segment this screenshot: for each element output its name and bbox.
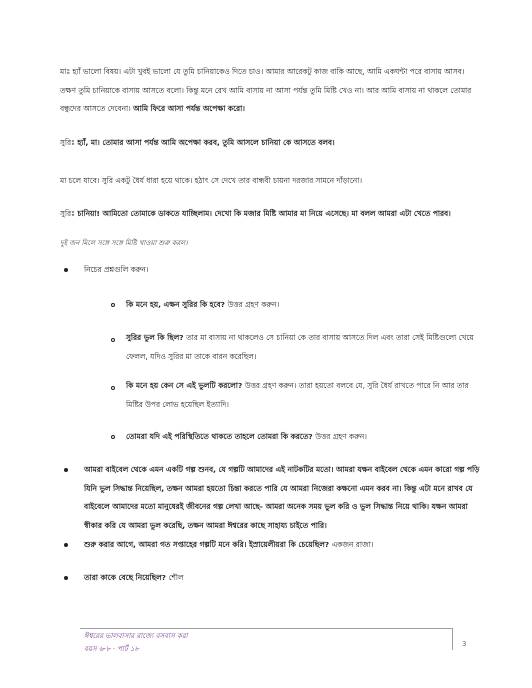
page-number: 3 xyxy=(462,640,467,648)
footer-rule xyxy=(80,628,452,629)
list-item-bible-story: আমরা বাইবেল থেকে এমন একটি গল্প শুনব, যে গল্পটি আমাদের এই নাটকটির মতো। আমরা যক্ষন বাইবেল থেকে এমন কারো গল্প পড়ি যিনি ভুল সিদ্ধান্ত নিয়েছিল, তক্ষন আমরা হয়তো চিন্তা করতে পারি যে আমরা নিজেরা কক্ষনো এমন করব না। কিন্তু এটা মনে রাখব যে বাইবেলে আমাদের মতো মানুষেরই জীবনের গল্প লেখা আছে- আমরা অনেক সময় ভুল করি ও ভুল সিদ্ধান্ত নিয়ে থাকি। যক্ষন আমরা স্বীকার করি যে আমরা ভুল করেছি, তক্ষন আমরা ঈশ্বরের কাছে সাহায্য চাইতে পারি। xyxy=(84,465,480,530)
paragraph-narration: মা চলে যাবে। সুরি একটু ধৈর্য ধারা হয়ে থাকে। হঠাৎ সে দেখে তার বান্ধবী চায়না দরজার সামনে দাঁড়ানো। xyxy=(60,176,362,185)
paragraph-stage-note: দুই জন মিলে সঙ্গে সঙ্গে মিষ্টি খাওয়া শুরু করল। xyxy=(60,239,188,247)
bullet-icon xyxy=(64,543,68,547)
hollow-bullet-icon xyxy=(111,386,115,390)
question-2: সুরির ভুল কি ছিল? তার মা বাসায় না থাকলেও সে চানিয়া কে তার বাসায় আসতে দিল এবং তারা সেই মিষ্টিগুলো খেয়ে ফেলল, যদিও সুরির মা তাকে বারন করেছিল। xyxy=(126,333,474,361)
list-item-whom-sent: তারা কাকে বেছে নিয়েছিল? শৌল xyxy=(84,573,184,582)
list-item-before-start: শুরু করার আগে, আমরা গত সপ্তাহের গল্পটি মনে করি। ইস্রায়েলীয়রা কি চেয়েছিল? একজন রাজা। xyxy=(84,540,374,549)
paragraph-suri-chandniya: সুরিঃ চানিয়া! আমিতো তোমাকে ডাকতে যাচ্ছিলাম। দেখো কি মজার মিষ্টি আমার মা নিয়ে এসেছে। মা বলল আমরা এটা খেতে পারব। xyxy=(60,209,451,218)
paragraph-suri-reply: সুরিঃ হ্যাঁ, মা। তোমার আসা পর্যন্ত আমি অপেক্ষা করব, তুমি আসলে চানিয়া কে আসতে বলব। xyxy=(60,138,335,147)
hollow-bullet-icon xyxy=(111,338,115,342)
bullet-icon xyxy=(64,468,68,472)
hollow-bullet-icon xyxy=(111,435,115,439)
footer-divider xyxy=(452,628,453,650)
question-4: তোমরা যদি এই পরিস্থিতিতে থাকতে তাহলে তোমরা কি করতে? উত্তর গ্রহণ করুন। xyxy=(126,432,367,441)
paragraph-mother-dialogue: মাঃ হ্যাঁ ভালো বিষয়। এটা খুবই ভালো যে তুমি চানিয়াকেও দিতে চাও। আমার আরেকটু কাজ বাকি আছে, আমি একঘন্টা পরে বাসায় আসব। তক্ষণ তুমি চানিয়াকে বাসায় আসতে বলো। কিন্তু মনে রেখ আমি বাসায় না আসা পর্যন্ত তুমি মিষ্টি খেও না। আর আমি বাসায় না থাকলে তোমার বন্ধুদের আসতে দেবেনা। আমি ফিরে আসা পর্যন্ত অপেক্ষা করো। xyxy=(60,67,472,113)
bullet-icon xyxy=(64,268,68,272)
hollow-bullet-icon xyxy=(111,303,115,307)
list-item-answer-questions: নিচের প্রশ্নগুলি করুন। xyxy=(84,265,149,274)
question-3: কি মনে হয় কেন সে এই ভুলটি করলো? উত্তর গ্রহণ করুন। তারা হয়তো বলবে যে, সুরি ধৈর্য রাখতে পারে নি আর তার মিষ্টির উপর লোভ হয়েছিল ইত্যাদি। xyxy=(126,381,469,409)
footer-age-part: বয়স ৬-৮ · পার্ট ১৮ xyxy=(84,645,140,653)
bullet-icon xyxy=(64,576,68,580)
question-1: কি মনে হয়, এক্ষন সুরির কি হবে? উত্তর গ্রহণ করুন। xyxy=(126,300,280,309)
footer-title: ঈশ্বরের ভালবাসার রাজ্যে বসবাস করা xyxy=(84,632,188,640)
